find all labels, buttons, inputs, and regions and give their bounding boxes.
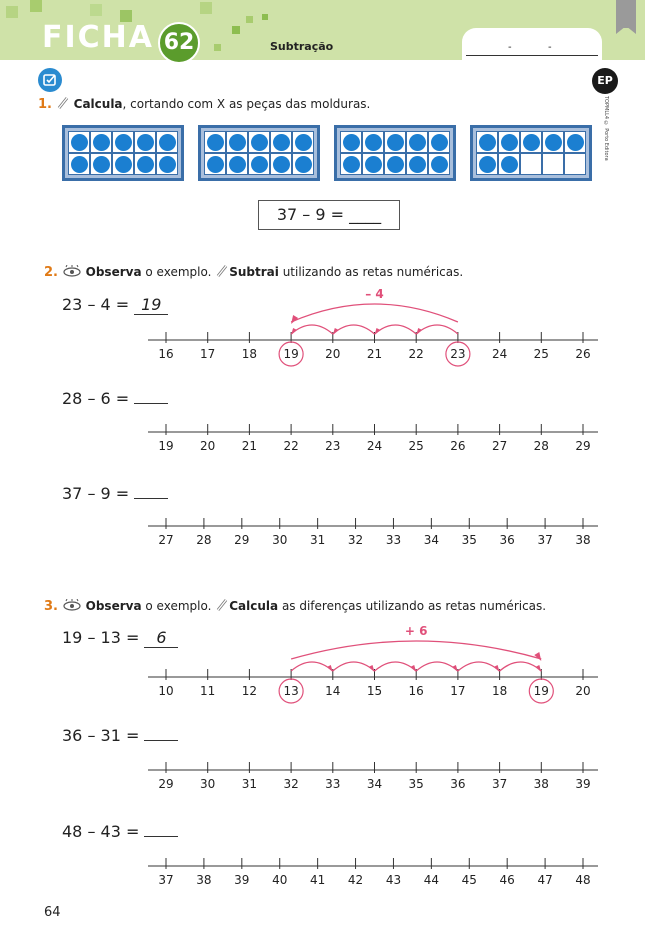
tick-label: 24 bbox=[366, 439, 383, 453]
jump-arc bbox=[375, 325, 417, 334]
tick-label: 31 bbox=[241, 777, 258, 791]
q1-equation-box[interactable]: 37 – 9 = ____ bbox=[258, 200, 400, 230]
equation-expression: 23 – 4 = bbox=[62, 295, 130, 314]
page-number: 64 bbox=[44, 905, 61, 920]
tick-label: 20 bbox=[575, 684, 591, 698]
arrow-head bbox=[375, 328, 381, 335]
date-separator: - bbox=[508, 42, 512, 53]
tick-label: 25 bbox=[533, 347, 549, 361]
tick-label: 33 bbox=[385, 533, 402, 547]
tick-label: 21 bbox=[366, 347, 383, 361]
tick-label: 28 bbox=[533, 439, 549, 453]
instruction-verb: Calcula bbox=[229, 599, 279, 613]
tick-label: 29 bbox=[234, 533, 250, 547]
tick-label: 14 bbox=[325, 684, 341, 698]
topic-title: Subtração bbox=[270, 40, 334, 53]
jump-arc bbox=[333, 325, 375, 334]
tick-label: 29 bbox=[575, 439, 591, 453]
jump-arc bbox=[375, 662, 417, 671]
jump-arc bbox=[416, 662, 458, 671]
answer-field[interactable]: 6 bbox=[144, 628, 178, 648]
tick-label: 46 bbox=[499, 873, 515, 887]
tick-label: 22 bbox=[408, 347, 424, 361]
tick-label: 16 bbox=[158, 347, 174, 361]
tick-label: 12 bbox=[241, 684, 258, 698]
tick-label: 37 bbox=[537, 533, 553, 547]
jump-arc bbox=[291, 662, 333, 671]
tick-label: 37 bbox=[158, 873, 174, 887]
ficha-title: FICHA bbox=[42, 20, 154, 55]
copyright-text: TOPMLL4 © Porto Editora bbox=[603, 96, 609, 161]
tick-label: 44 bbox=[423, 873, 440, 887]
arrow-head bbox=[410, 665, 416, 672]
tick-label: 31 bbox=[309, 533, 326, 547]
tick-label: 23 bbox=[325, 439, 341, 453]
question-number: 3. bbox=[44, 599, 58, 614]
tick-label: 30 bbox=[200, 777, 216, 791]
tick-label: 42 bbox=[347, 873, 364, 887]
tick-label: 37 bbox=[491, 777, 508, 791]
tick-label: 16 bbox=[408, 684, 424, 698]
tick-label: 38 bbox=[533, 777, 549, 791]
tick-label: 32 bbox=[347, 533, 364, 547]
jump-arc bbox=[333, 662, 375, 671]
tick-label: 26 bbox=[575, 347, 591, 361]
jump-arc bbox=[500, 662, 542, 671]
arrow-head bbox=[291, 328, 297, 335]
instruction-verb: Observa bbox=[85, 265, 142, 279]
tick-label: 21 bbox=[241, 439, 258, 453]
arrow-head bbox=[494, 665, 500, 672]
tick-label: 45 bbox=[461, 873, 477, 887]
tick-label: 32 bbox=[283, 777, 299, 791]
tick-label: 39 bbox=[575, 777, 591, 791]
arrow-head bbox=[534, 652, 541, 661]
tick-label: 24 bbox=[491, 347, 508, 361]
instruction-text: utilizando as retas numéricas. bbox=[278, 265, 464, 279]
tick-label: 17 bbox=[450, 684, 466, 698]
instruction-verb: Observa bbox=[85, 599, 142, 613]
publisher-logo: EP bbox=[592, 68, 618, 94]
tick-label: 25 bbox=[408, 439, 424, 453]
equation-expression: 36 – 31 = bbox=[62, 726, 140, 745]
tick-label: 29 bbox=[158, 777, 174, 791]
answer-field[interactable]: 19 bbox=[134, 295, 168, 315]
arc-label: – 4 bbox=[365, 287, 384, 301]
tick-label: 34 bbox=[423, 533, 440, 547]
total-arc bbox=[291, 641, 541, 659]
tick-label: 33 bbox=[325, 777, 341, 791]
tick-label: 30 bbox=[272, 533, 288, 547]
equation-expression: 48 – 43 = bbox=[62, 822, 140, 841]
arrow-head bbox=[369, 665, 375, 672]
instruction-text: o exemplo. bbox=[141, 599, 216, 613]
tick-label: 36 bbox=[499, 533, 515, 547]
tick-label: 23 bbox=[450, 347, 466, 361]
tick-label: 27 bbox=[158, 533, 174, 547]
total-arc bbox=[291, 304, 458, 322]
tick-label: 19 bbox=[283, 347, 299, 361]
tick-label: 47 bbox=[537, 873, 553, 887]
tick-label: 34 bbox=[366, 777, 383, 791]
arrow-head bbox=[416, 328, 422, 335]
tick-label: 11 bbox=[200, 684, 216, 698]
date-separator: - bbox=[548, 42, 552, 53]
tick-label: 28 bbox=[196, 533, 212, 547]
tick-label: 15 bbox=[366, 684, 383, 698]
tick-label: 41 bbox=[309, 873, 326, 887]
tick-label: 27 bbox=[491, 439, 508, 453]
ficha-number: 62 bbox=[158, 22, 200, 64]
instruction-verb: Calcula bbox=[73, 97, 123, 111]
tick-label: 20 bbox=[325, 347, 341, 361]
arc-label: + 6 bbox=[404, 624, 428, 638]
tick-label: 18 bbox=[241, 347, 258, 361]
tick-label: 17 bbox=[200, 347, 216, 361]
arrow-head bbox=[535, 665, 541, 672]
tick-label: 10 bbox=[158, 684, 174, 698]
instruction-text: as diferenças utilizando as retas numéricas. bbox=[278, 599, 547, 613]
equation-expression: 37 – 9 = bbox=[62, 484, 130, 503]
arrow-head bbox=[333, 328, 339, 335]
instruction-text: o exemplo. bbox=[141, 265, 216, 279]
question-number: 1. bbox=[38, 97, 52, 112]
tick-label: 43 bbox=[385, 873, 402, 887]
tick-label: 38 bbox=[196, 873, 212, 887]
tick-label: 35 bbox=[461, 533, 477, 547]
jump-arc bbox=[458, 662, 500, 671]
instruction-text: , cortando com X as peças das molduras. bbox=[122, 97, 371, 111]
tick-label: 40 bbox=[272, 873, 288, 887]
instruction-verb: Subtrai bbox=[229, 265, 279, 279]
jump-arc bbox=[291, 325, 333, 334]
tick-label: 18 bbox=[491, 684, 508, 698]
arrow-head bbox=[452, 665, 458, 672]
tick-label: 13 bbox=[283, 684, 299, 698]
tick-label: 22 bbox=[283, 439, 299, 453]
question-number: 2. bbox=[44, 265, 58, 280]
jump-arc bbox=[416, 325, 458, 334]
arrow-head bbox=[327, 665, 333, 672]
tick-label: 38 bbox=[575, 533, 591, 547]
equation-expression: 28 – 6 = bbox=[62, 389, 130, 408]
tick-label: 20 bbox=[200, 439, 216, 453]
tick-label: 19 bbox=[158, 439, 174, 453]
tick-label: 39 bbox=[234, 873, 250, 887]
tick-label: 35 bbox=[408, 777, 424, 791]
tick-label: 48 bbox=[575, 873, 591, 887]
tick-label: 26 bbox=[450, 439, 466, 453]
equation-expression: 19 – 13 = bbox=[62, 628, 140, 647]
tick-label: 36 bbox=[450, 777, 466, 791]
tick-label: 19 bbox=[533, 684, 549, 698]
